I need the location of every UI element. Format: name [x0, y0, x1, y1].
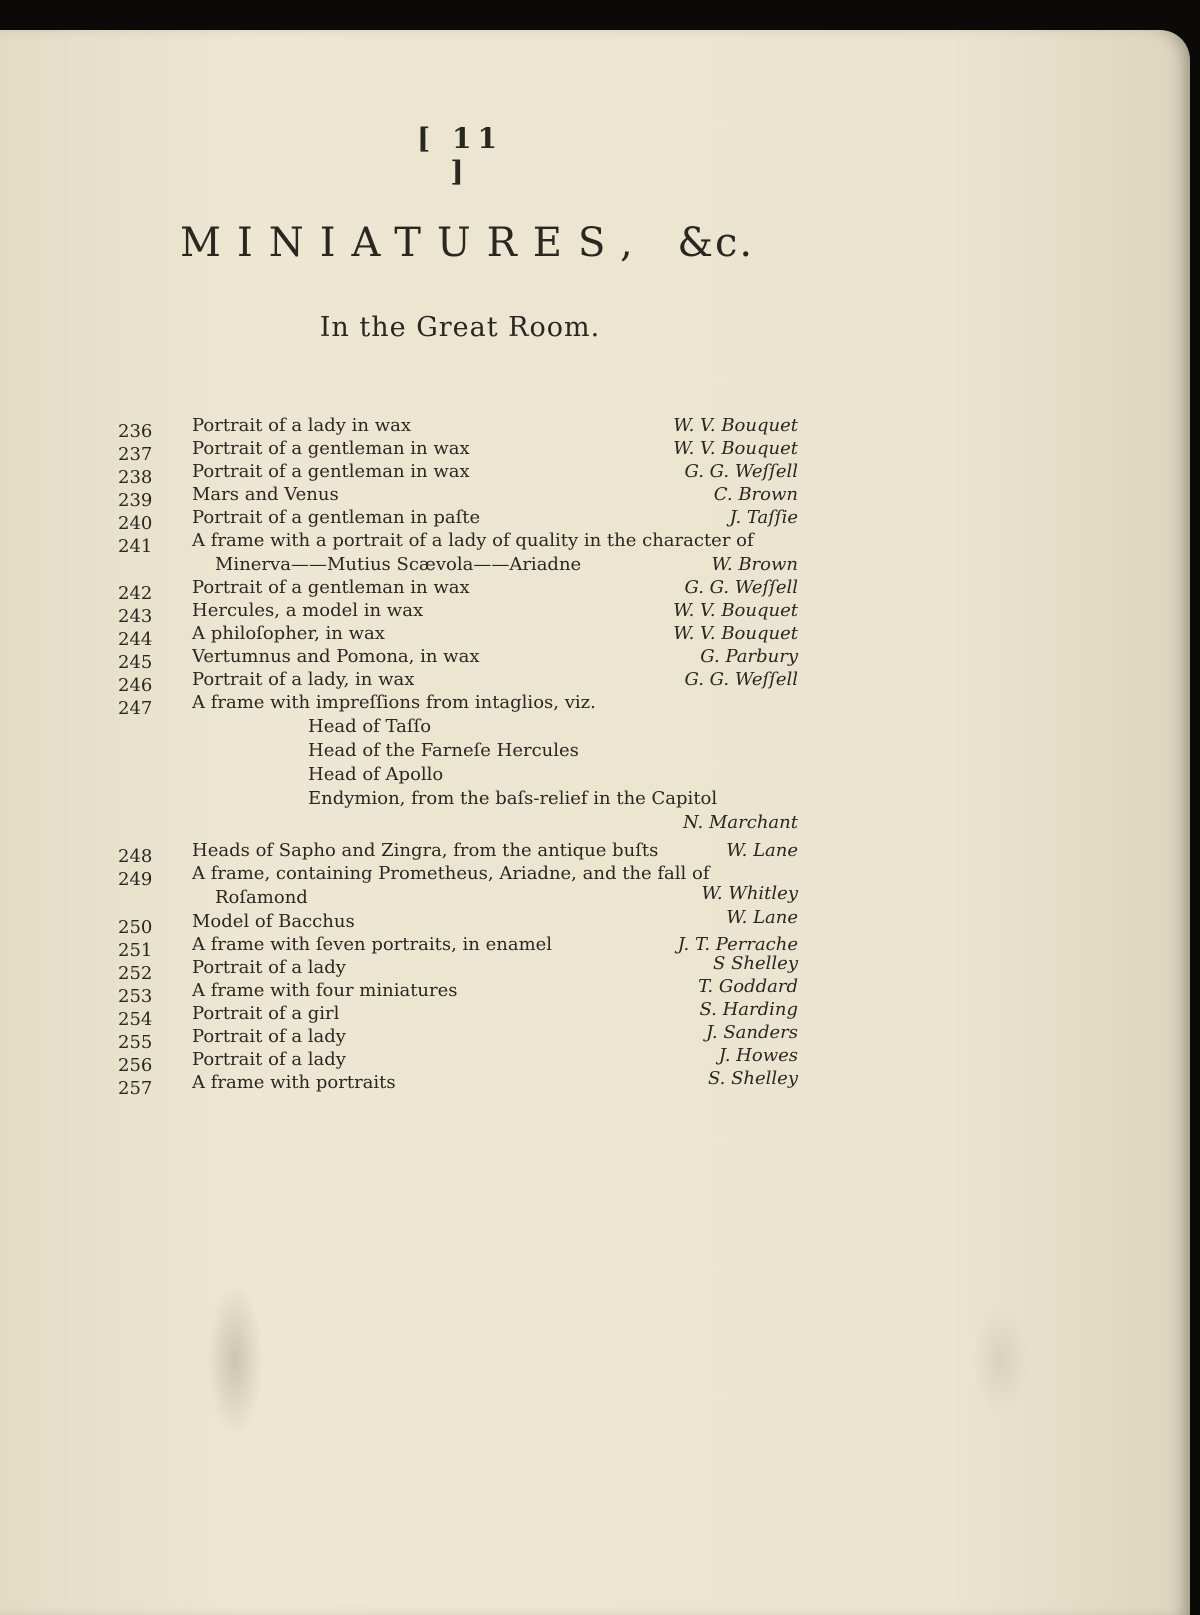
entry-artist: G. Parbury: [700, 646, 798, 667]
entry-246: [0, 668, 1190, 696]
entry-237: [0, 437, 1190, 465]
entry-number: 251: [118, 940, 153, 961]
entry-number: 248: [118, 846, 153, 867]
entry-number: 247: [118, 698, 153, 719]
entry-240: [0, 506, 1190, 534]
entry-description: A philoſopher, in wax: [192, 623, 385, 644]
entry-239: [0, 483, 1190, 511]
section-title-etc: &c.: [677, 220, 755, 266]
entry-artist: S. Harding: [699, 999, 798, 1020]
entry-244: [0, 622, 1190, 650]
entry-255: [0, 1022, 1190, 1053]
entry-description: A frame with four miniatures: [192, 980, 458, 1001]
entry-number: 237: [118, 444, 153, 465]
entry-artist: W. Brown: [711, 554, 798, 575]
entry-number: 257: [118, 1078, 153, 1099]
entry-artist: W. Whitley: [701, 883, 798, 904]
entry-description: Portrait of a lady in wax: [192, 415, 412, 436]
page-number: [ 11 ]: [417, 122, 503, 188]
section-subtitle: In the Great Room.: [319, 312, 601, 343]
entry-247: [0, 691, 1190, 833]
entry-249: [0, 862, 1190, 910]
entry-artist: W. Lane: [726, 840, 798, 861]
entry-sub-item: Head of Taſſo: [308, 716, 432, 737]
entry-number: 240: [118, 513, 153, 534]
entry-242: [0, 576, 1190, 604]
entry-artist: N. Marchant: [682, 812, 798, 833]
entry-description: A frame with impreſſions from intaglios, viz.: [192, 692, 596, 713]
entry-description: Heads of Sapho and Zingra, from the antique buſts: [192, 840, 659, 861]
entry-sub-item: Endymion, from the baſs-relief in the Capitol: [308, 788, 718, 809]
entry-241: [0, 529, 1190, 577]
entry-number: 243: [118, 606, 153, 627]
entry-245: [0, 645, 1190, 673]
entry-253: [0, 976, 1190, 1007]
entry-description: Portrait of a gentleman in paſte: [192, 507, 481, 528]
entry-description: Portrait of a lady: [192, 1026, 346, 1047]
entry-description: Portrait of a lady: [192, 1049, 346, 1070]
entry-238: [0, 460, 1190, 488]
entry-artist: S Shelley: [713, 953, 798, 974]
entry-artist: J. Howes: [718, 1045, 798, 1066]
entry-description: Portrait of a gentleman in wax: [192, 438, 470, 459]
entry-description: Portrait of a gentleman in wax: [192, 577, 470, 598]
entry-artist: W. V. Bouquet: [673, 600, 798, 621]
entry-243: [0, 599, 1190, 627]
entry-number: 246: [118, 675, 153, 696]
entry-252: [0, 953, 1190, 984]
entry-artist: J. Taſſie: [729, 507, 798, 528]
entry-number: 241: [118, 536, 153, 557]
entry-description: Hercules, a model in wax: [192, 600, 424, 621]
entry-description: Portrait of a lady: [192, 957, 346, 978]
entry-number: 238: [118, 467, 153, 488]
entry-number: 236: [118, 421, 153, 442]
entry-artist: G. G. Weſſell: [684, 669, 798, 690]
entry-number: 254: [118, 1009, 153, 1030]
entry-sub-item: Head of Apollo: [308, 764, 444, 785]
entry-description: Model of Bacchus: [192, 911, 355, 932]
entry-236: [0, 414, 1190, 442]
section-title-text: MINIATURES,: [180, 220, 649, 266]
entry-number: 255: [118, 1032, 153, 1053]
entry-248: [0, 839, 1190, 867]
entry-number: 252: [118, 963, 153, 984]
entry-description: Portrait of a lady, in wax: [192, 669, 415, 690]
entry-256: [0, 1045, 1190, 1076]
entry-description-continued: Minerva——Mutius Scævola——Ariadne: [215, 554, 582, 575]
entry-artist: W. V. Bouquet: [673, 415, 798, 436]
entry-description: Portrait of a girl: [192, 1003, 340, 1024]
entry-description: Vertumnus and Pomona, in wax: [192, 646, 480, 667]
entry-artist: J. T. Perrache: [677, 934, 798, 955]
entry-description: Mars and Venus: [192, 484, 339, 505]
entry-257: [0, 1068, 1190, 1099]
entry-artist: S. Shelley: [707, 1068, 798, 1089]
entry-number: 250: [118, 917, 153, 938]
entry-artist: C. Brown: [713, 484, 798, 505]
entry-artist: W. V. Bouquet: [673, 623, 798, 644]
entry-250: [0, 907, 1190, 938]
entry-251: [0, 933, 1190, 961]
entry-artist: J. Sanders: [706, 1022, 798, 1043]
entry-artist: T. Goddard: [698, 976, 798, 997]
entry-sub-item: Head of the Farneſe Hercules: [308, 740, 579, 761]
entry-artist: W. Lane: [726, 907, 798, 928]
entry-number: 239: [118, 490, 153, 511]
section-title: [180, 220, 820, 266]
entry-number: 256: [118, 1055, 153, 1076]
entry-number: 253: [118, 986, 153, 1007]
entry-description: A frame with ſeven portraits, in enamel: [192, 934, 553, 955]
entry-description: A frame with portraits: [192, 1072, 396, 1093]
entry-artist: G. G. Weſſell: [684, 461, 798, 482]
entry-number: 242: [118, 583, 153, 604]
entry-number: 244: [118, 629, 153, 650]
entry-254: [0, 999, 1190, 1030]
catalogue-page: [0, 30, 1190, 1615]
entry-description: A frame, containing Prometheus, Ariadne, and the fall of: [192, 863, 710, 884]
entry-artist: G. G. Weſſell: [684, 577, 798, 598]
entry-number: 249: [118, 869, 153, 890]
entry-description: Portrait of a gentleman in wax: [192, 461, 470, 482]
entry-description: A frame with a portrait of a lady of quality in the character of: [192, 530, 754, 551]
entry-number: 245: [118, 652, 153, 673]
entry-artist: W. V. Bouquet: [673, 438, 798, 459]
entry-description-continued: Roſamond: [215, 887, 308, 908]
